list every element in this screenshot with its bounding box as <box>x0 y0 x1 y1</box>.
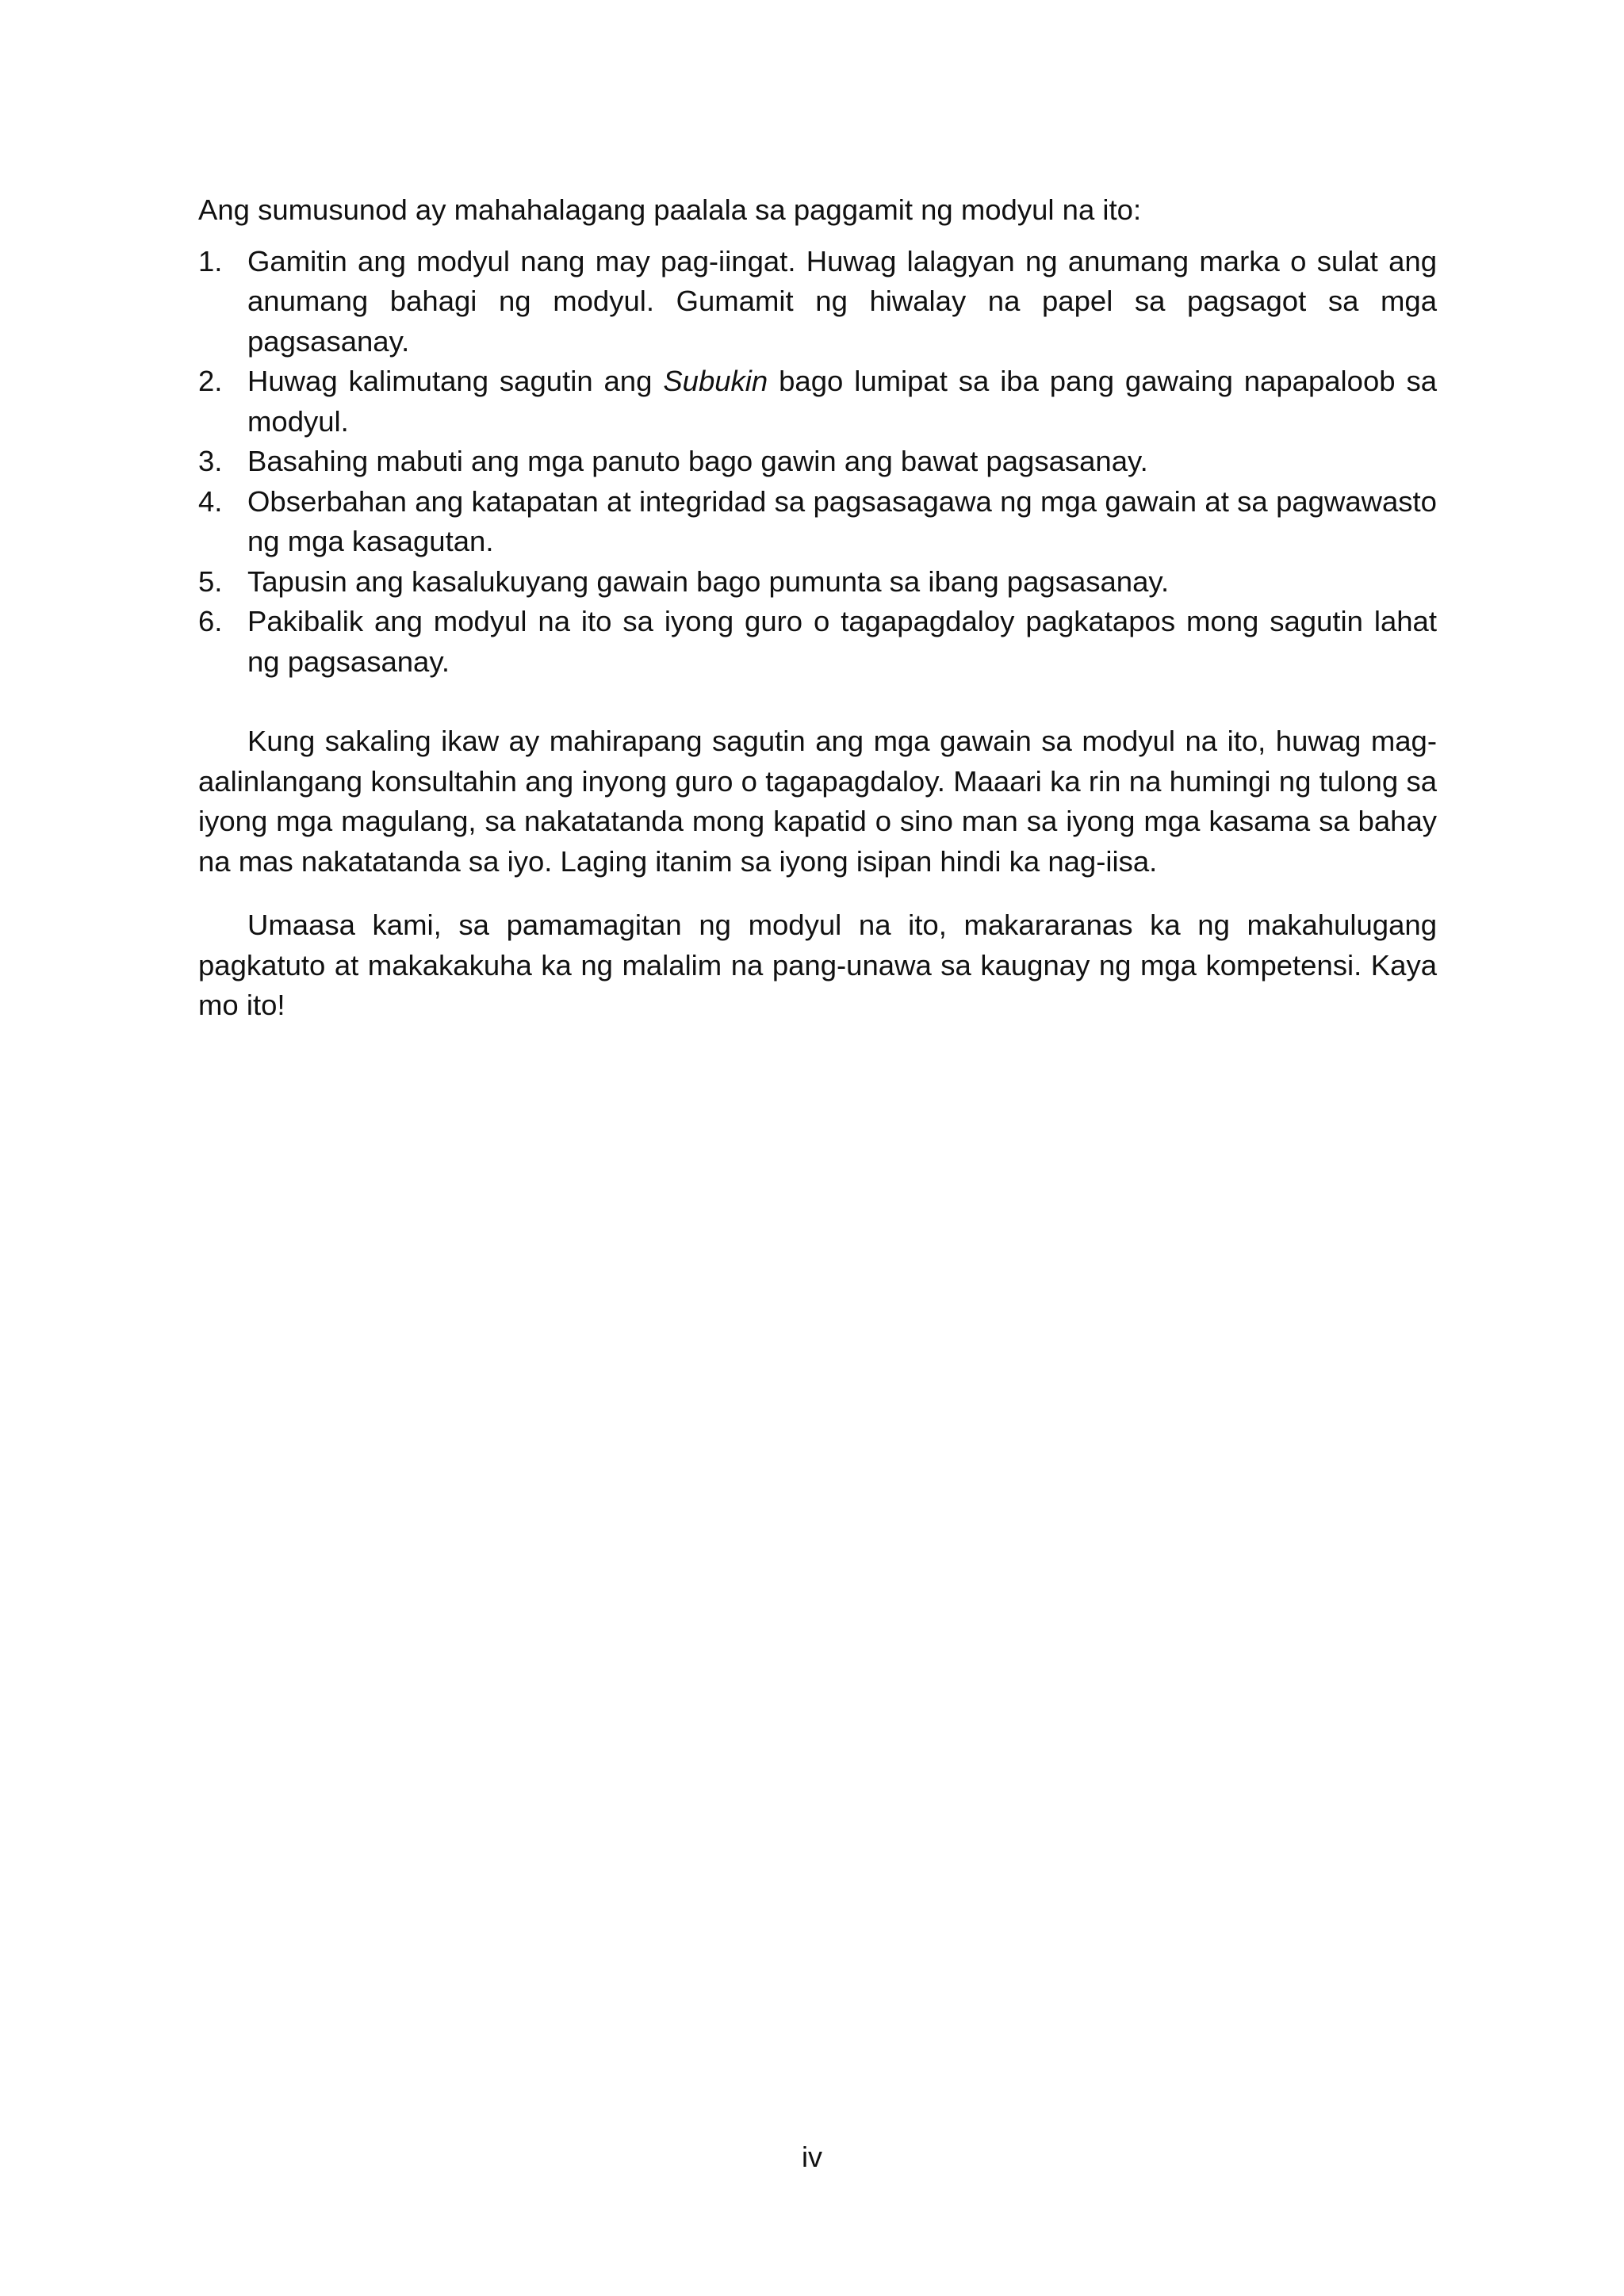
reminder-list <box>198 242 1437 683</box>
list-item <box>198 562 1437 603</box>
list-item-text-after: bago lumipat sa iba pang gawaing napapaloob sa modyul. <box>247 365 1438 438</box>
list-item-text-before: Huwag kalimutang sagutin ang <box>247 365 664 397</box>
list-item-number: 1. <box>198 244 223 277</box>
list-item <box>198 442 1437 482</box>
list-item-text: Obserbahan ang katapatan at integridad sa pagsasagawa ng mga gawain at sa pagwawasto ng mga kasagutan. <box>247 484 1437 557</box>
list-item-number: 6. <box>198 605 223 637</box>
list-item-number: 5. <box>198 564 223 598</box>
list-item-number: 3. <box>198 445 223 477</box>
page-content <box>198 190 1437 1026</box>
intro-text: Ang sumusunod ay mahahalagang paalala sa paggamit ng modyul na ito: <box>198 193 1142 226</box>
list-item <box>198 602 1437 682</box>
list-item-number: 2. <box>198 365 223 397</box>
list-item-number: 4. <box>198 484 223 518</box>
list-item-text: Tapusin ang kasalukuyang gawain bago pumunta sa ibang pagsasanay. <box>247 564 1170 598</box>
list-item-text: Basahing mabuti ang mga panuto bago gawin ang bawat pagsasanay. <box>247 445 1148 477</box>
list-item-text: Gamitin ang modyul nang may pag-iingat. Huwag lalagyan ng anumang marka o sulat ang anumang bahagi ng modyul. Gumamit ng hiwalay na papel sa pagsagot sa mga pagsasanay. <box>247 244 1437 358</box>
list-item <box>198 362 1437 442</box>
list-item-text: Pakibalik ang modyul na ito sa iyong guro o tagapagdaloy pagkatapos mong sagutin lahat ng pagsasanay. <box>247 605 1437 678</box>
page-number: iv <box>802 2141 822 2173</box>
closing-paragraph: Umaasa kami, sa pamamagitan ng modyul na ito, makararanas ka ng makahulugang pagkatuto at makakakuha ka ng malalim na pang-unawa sa kaugnay ng mga kompetensi. Kaya mo ito! <box>198 909 1437 1021</box>
list-item <box>198 242 1437 362</box>
help-paragraph: Kung sakaling ikaw ay mahirapang sagutin ang mga gawain sa modyul na ito, huwag mag-aalinlangang konsultahin ang inyong guro o tagapagdaloy. Maaari ka rin na humingi ng tulong sa iyong mga magulang, sa nakatatanda mong kapatid o sino man sa iyong mga kasama sa bahay na mas nakatatanda sa iyo. Laging itanim sa iyong isipan hindi ka nag-iisa. <box>198 725 1437 878</box>
list-item <box>198 482 1437 562</box>
list-item-emphasis: Subukin <box>663 365 768 397</box>
